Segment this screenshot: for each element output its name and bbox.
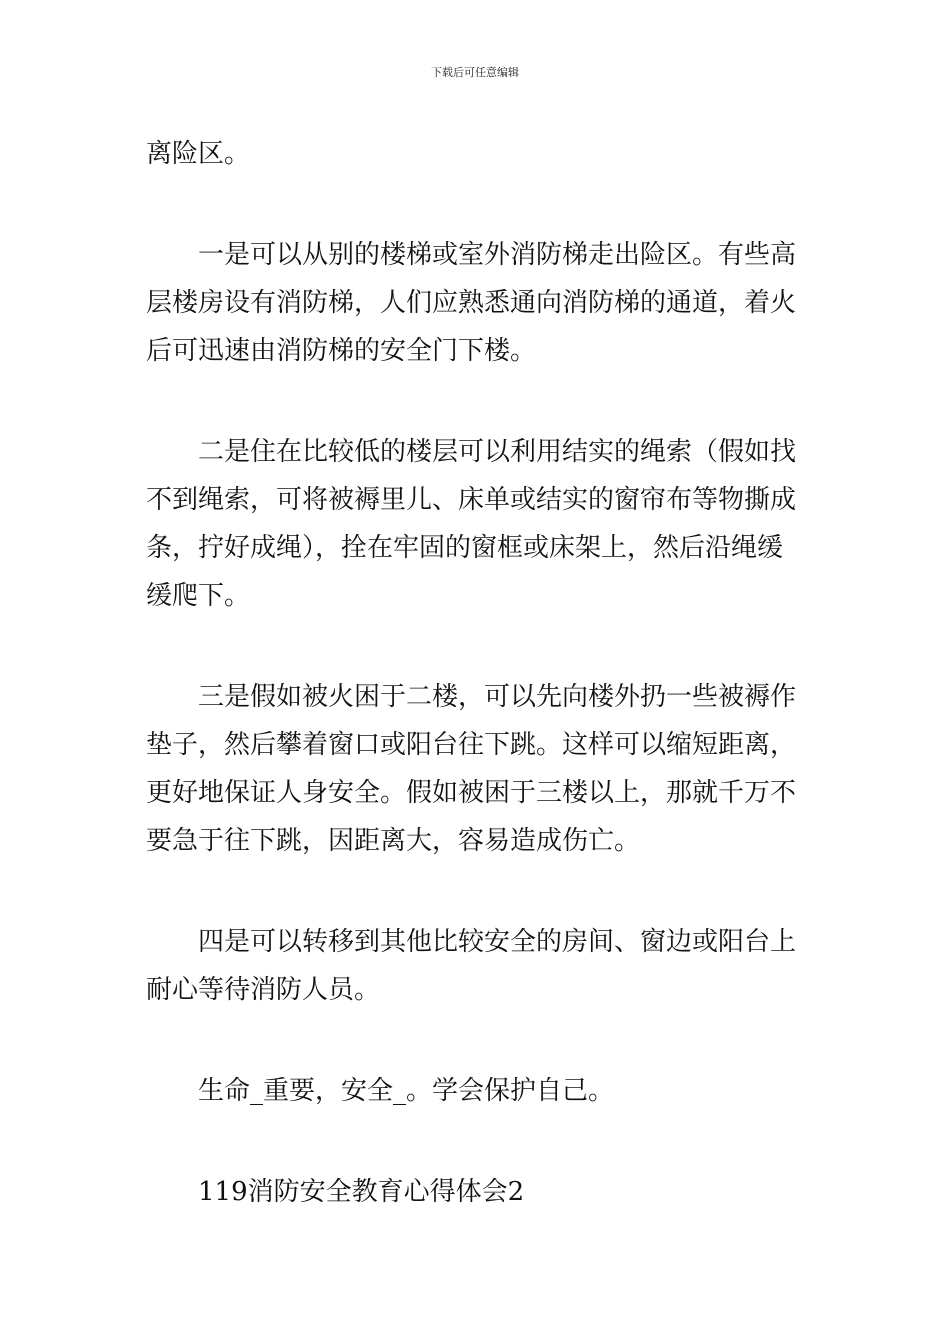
page-header: 下载后可任意编辑 [431, 66, 519, 79]
paragraph-method-three: 三是假如被火困于二楼，可以先向楼外扔一些被褥作垫子，然后攀着窗口或阳台往下跳。这样可以缩短距离，更好地保证人身安全。假如被困于三楼以上，那就千万不要急于往下跳，因距离大，容易造成伤亡。 [146, 682, 797, 856]
section-heading: 119消防安全教育心得体会2 [198, 1177, 525, 1207]
document-body [146, 130, 808, 1216]
paragraph-continuation: 离险区。 [146, 139, 251, 169]
paragraph-method-one: 一是可以从别的楼梯或室外消防梯走出险区。有些高层楼房设有消防梯，人们应熟悉通向消防梯的通道，着火后可迅速由消防梯的安全门下楼。 [146, 240, 797, 366]
paragraph-method-two: 二是住在比较低的楼层可以利用结实的绳索（假如找不到绳索，可将被褥里儿、床单或结实的窗帘布等物撕成条，拧好成绳），拴在牢固的窗框或床架上，然后沿绳缓缓爬下。 [146, 437, 797, 611]
paragraph-closing: 生命_重要，安全_。学会保护自己。 [198, 1076, 615, 1106]
paragraph-method-four: 四是可以转移到其他比较安全的房间、窗边或阳台上耐心等待消防人员。 [146, 927, 797, 1005]
